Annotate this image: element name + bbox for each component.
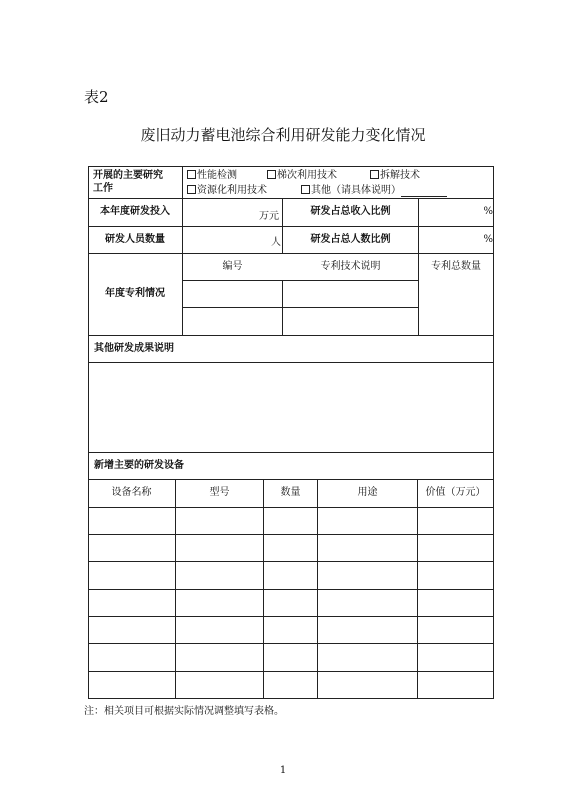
equipment-label: 新增主要的研发设备 — [94, 460, 184, 471]
main-work-label-line2: 工作 — [93, 183, 113, 194]
option-cascade-use[interactable] — [267, 169, 377, 182]
patent-header-total: 专利总数量 — [431, 261, 481, 272]
row-divider — [88, 452, 494, 453]
staff-label: 研发人员数量 — [105, 234, 165, 245]
equipment-row-divider — [88, 643, 494, 644]
patent-row-divider — [182, 307, 418, 308]
row-divider — [88, 226, 494, 227]
equipment-column-divider — [175, 479, 176, 698]
patent-header-number: 编号 — [222, 261, 243, 272]
other-results-label: 其他研发成果说明 — [94, 343, 174, 354]
row-divider — [88, 479, 494, 480]
income-ratio-label: 研发占总收入比例 — [310, 206, 391, 217]
equipment-row-divider — [88, 561, 494, 562]
table-border-bottom — [88, 698, 494, 699]
staff-ratio-unit: % — [483, 234, 493, 245]
row-divider — [88, 253, 494, 254]
main-work-label — [93, 169, 181, 195]
row-divider — [88, 198, 494, 199]
equipment-row-divider — [88, 534, 494, 535]
equipment-header-value: 价值（万元） — [425, 487, 486, 498]
footnote: 注：相关项目可根据实际情况调整填写表格。 — [84, 706, 284, 717]
other-results-field[interactable] — [89, 363, 493, 451]
equipment-row-divider — [88, 507, 494, 508]
equipment-row-divider — [88, 616, 494, 617]
option-other[interactable] — [301, 184, 481, 197]
checkbox-icon[interactable] — [187, 185, 196, 194]
main-work-label-line1: 开展的主要研究 — [93, 170, 163, 181]
table-border-top — [88, 166, 494, 167]
form-table — [88, 166, 494, 699]
option-label: 拆解技术 — [380, 170, 420, 181]
equipment-row-divider — [88, 589, 494, 590]
equipment-row-divider — [88, 671, 494, 672]
equipment-header-quantity: 数量 — [280, 487, 301, 498]
option-label: 性能检测 — [197, 170, 237, 181]
checkbox-icon[interactable] — [301, 185, 310, 194]
page-number: 1 — [279, 765, 287, 776]
option-label: 其他（请具体说明） — [311, 185, 401, 196]
investment-label: 本年度研发投入 — [100, 206, 170, 217]
checkbox-icon[interactable] — [187, 170, 196, 179]
option-label: 梯次利用技术 — [277, 170, 337, 181]
patent-column-divider — [282, 280, 283, 335]
checkbox-icon[interactable] — [370, 170, 379, 179]
patents-label: 年度专利情况 — [105, 288, 165, 299]
option-label: 资源化利用技术 — [197, 185, 267, 196]
staff-unit: 人 — [271, 237, 281, 248]
checkbox-icon[interactable] — [267, 170, 276, 179]
table-label: 表2 — [84, 88, 109, 106]
patent-row-divider — [182, 280, 418, 281]
equipment-header-model: 型号 — [209, 487, 230, 498]
income-ratio-unit: % — [483, 206, 493, 217]
equipment-column-divider — [263, 479, 264, 698]
other-blank-line[interactable] — [401, 186, 447, 197]
table-border-right — [493, 166, 494, 699]
equipment-header-name: 设备名称 — [111, 487, 152, 498]
investment-unit: 万元 — [259, 211, 279, 222]
equipment-header-purpose: 用途 — [357, 487, 378, 498]
equipment-column-divider — [417, 479, 418, 698]
option-dismantling[interactable] — [370, 169, 480, 182]
row-divider — [88, 335, 494, 336]
option-resource-recycling[interactable] — [187, 184, 307, 197]
staff-ratio-label: 研发占总人数比例 — [310, 234, 391, 245]
document-title: 废旧动力蓄电池综合利用研发能力变化情况 — [140, 126, 426, 144]
column-divider — [182, 166, 183, 335]
patent-header-description: 专利技术说明 — [320, 261, 381, 272]
equipment-column-divider — [317, 479, 318, 698]
